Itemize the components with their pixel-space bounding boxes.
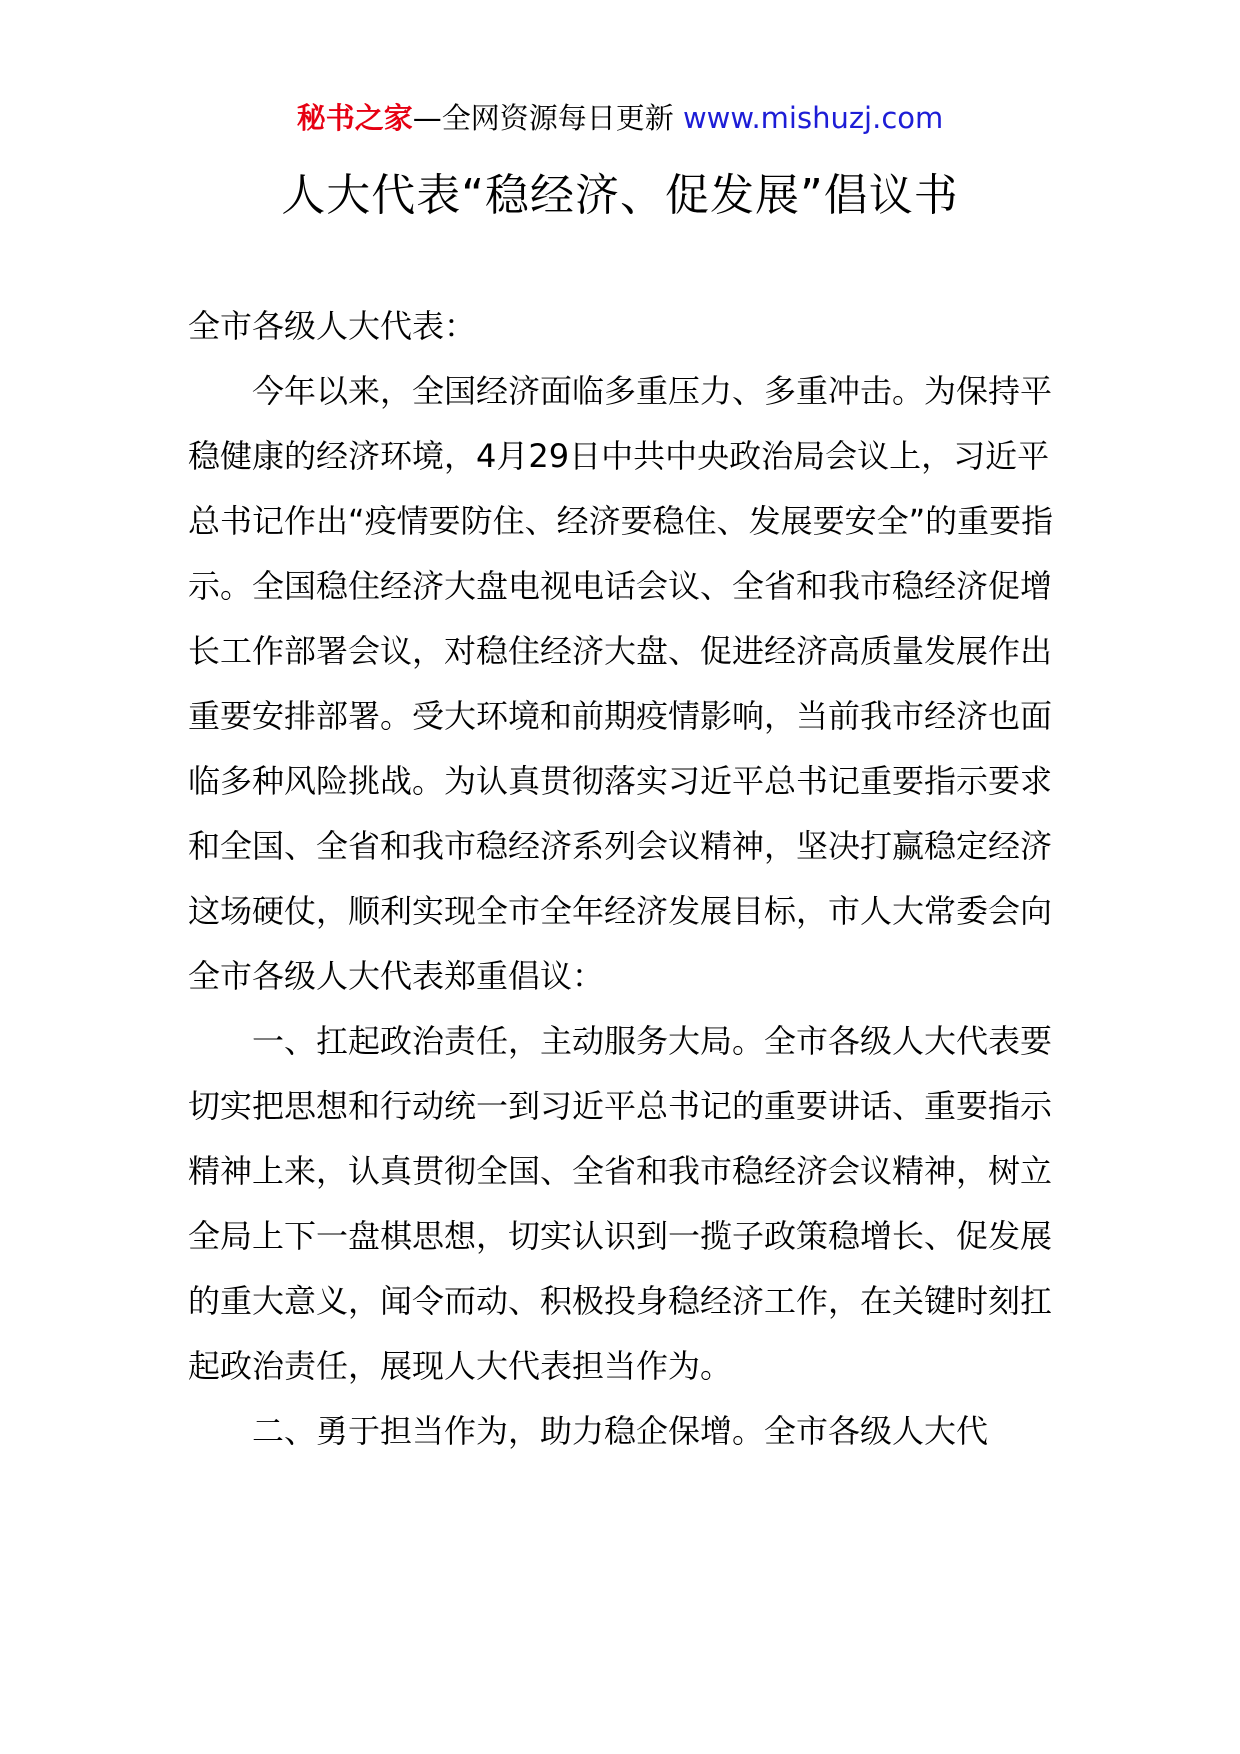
banner-tagline: —全网资源每日更新 [412, 101, 683, 135]
paragraph-point-1: 一、扛起政治责任，主动服务大局。全市各级人大代表要切实把思想和行动统一到习近平总书记的重要讲话、重要指示精神上来，认真贯彻全国、全省和我市稳经济会议精神，树立全局上下一盘棋思想，切实认识到一揽子政策稳增长、促发展的重大意义，闻令而动、积极投身稳经济工作，在关键时刻扛起政治责任，展现人大代表担当作为。 [188, 1022, 1053, 1385]
brand-name: 秘书之家 [296, 101, 413, 135]
paragraph-point-2: 二、勇于担当作为，助力稳企保增。全市各级人大代 [252, 1412, 989, 1450]
site-url-link[interactable]: www.mishuzj.com [682, 101, 944, 135]
salutation: 全市各级人大代表： [188, 307, 477, 345]
document-title: 人大代表“稳经济、促发展”倡议书 [281, 170, 959, 221]
document-body [188, 294, 1060, 1464]
paragraph-intro: 今年以来，全国经济面临多重压力、多重冲击。为保持平稳健康的经济环境，4月29日中共中央政治局会议上，习近平总书记作出“疫情要防住、经济要稳住、发展要安全”的重要指示。全国稳住经济大盘电视电话会议、全省和我市稳经济促增长工作部署会议，对稳住经济大盘、促进经济高质量发展作出重要安排部署。受大环境和前期疫情影响，当前我市经济也面临多种风险挑战。为认真贯彻落实习近平总书记重要指示要求和全国、全省和我市稳经济系列会议精神，坚决打赢稳定经济这场硬仗，顺利实现全市全年经济发展目标，市人大常委会向全市各级人大代表郑重倡议： [188, 372, 1054, 995]
site-banner [0, 98, 1240, 138]
